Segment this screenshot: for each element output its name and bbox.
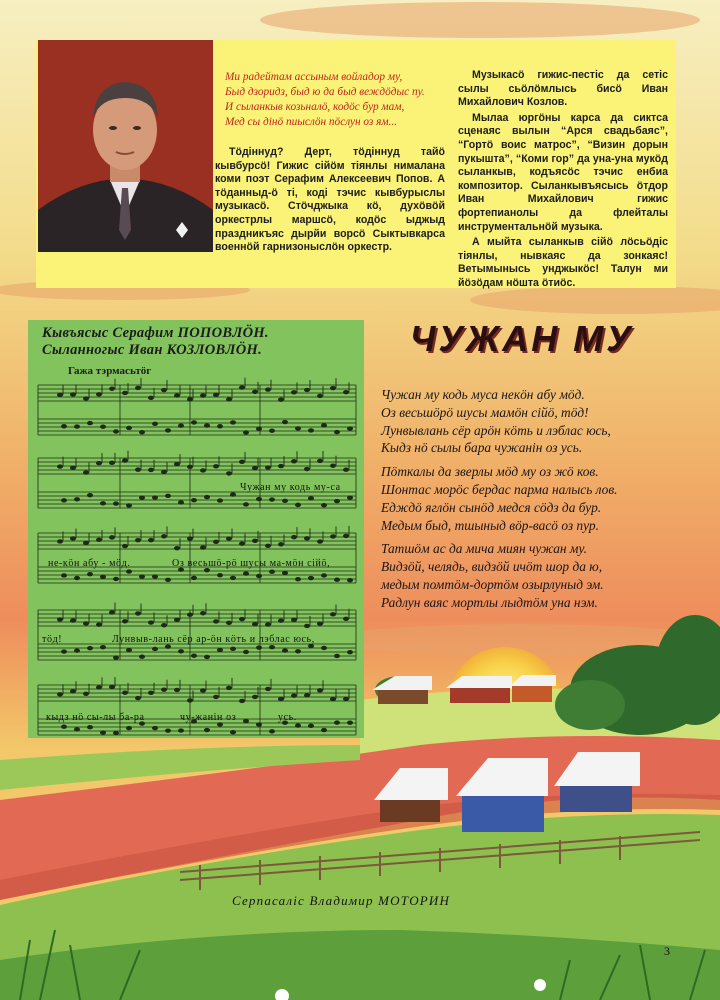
music-lyric: чу-жанін оз <box>180 712 237 723</box>
article-paragraph: А мыйта сыланкыв сійӧ лӧсьӧдіс тіянлы, нывкаяс да зонкаяс! Ветымынысь унджыкӧс! Талун ми йӧзӧдам нӧшта ӧтиӧс. <box>458 236 668 289</box>
poem-stanza <box>381 386 701 457</box>
tempo-marking: Гажа тэрмасьтӧг <box>68 365 152 377</box>
composer-credit: Сыланногыс Иван КОЗЛОВЛӦН. <box>42 342 263 358</box>
music-lyric: усь. <box>278 712 297 723</box>
poem-line: Кыдз нӧ сылы бара чужанін оз усь. <box>381 440 583 456</box>
epigraph-line: Мед сы дінӧ пиыслӧн пӧслун оз ям... <box>225 116 398 128</box>
lyricist-credit: Кывъясыс Серафим ПОПОВЛӦН. <box>42 325 269 341</box>
illustrator-credit: Серпасаліс Владимир МОТОРИН <box>232 893 451 908</box>
poem-line: Пӧткалы да зверлы мӧд му оз жӧ ков. <box>381 464 599 480</box>
epigraph-line: Ми радейтам ассыным войладор му, <box>225 71 403 83</box>
poem-stanza <box>381 540 701 611</box>
music-lyric: Лунвыв-лань сёр ар-ӧн кӧть и лэблас юсь, <box>112 634 315 645</box>
music-lyric: Чужан му кодь му-са <box>240 482 341 493</box>
song-credits <box>42 325 269 359</box>
poem-line: Шонтас морӧс бердас парма налысь лов. <box>381 481 618 497</box>
poem-line: Татшӧм ас да мича миян чужан му. <box>381 541 587 557</box>
music-lyric: тӧд! <box>42 634 63 645</box>
poem-line: Чужан му кодь муса некӧн абу мӧд. <box>381 387 585 402</box>
poem-line: Едждӧ яглӧн сынӧд медся сӧдз да бур. <box>381 499 602 515</box>
poem-line: Радлун ваяс мортлы лыдтӧм уна нэм. <box>381 594 598 610</box>
poem-line: Лунвывлань сёр арӧн кӧть и лэблас юсь, <box>381 422 611 438</box>
page-number: 3 <box>664 944 670 958</box>
poem-stanza <box>381 463 701 534</box>
epigraph-line: Быд дзоридз, быд ю да быд веждӧдыс пу. <box>225 86 425 98</box>
music-lyric: не-кӧн абу - мӧд. <box>48 558 131 569</box>
poem-line: Оз весьшӧрӧ шусы мамӧн сійӧ, тӧд! <box>381 404 589 420</box>
article-paragraph: Мылаа юргӧны карса да сиктса сценаяс вылын “Арся свадьбаяс”, “Гортӧ воис матрос”, “Визин дорын пукышта”, “Коми гор” да уна-уна мукӧд сыланкыв, кодъясӧс тэчис енбиа композитор. Сыланкывъясысь ӧтдор Иван Михайлович гижис фортепианолы да флейталы инструментальнӧй музыка. <box>458 111 668 233</box>
poem-line: Медым быд, тшыныд вӧр-васӧ оз пур. <box>381 517 599 533</box>
music-lyric: Оз весьшӧ-рӧ шусы ма-мӧн сійӧ, <box>172 558 331 569</box>
poem-line: медым помтӧм-дортӧм озырлуныд эм. <box>381 576 604 592</box>
article-paragraph: Музыкасӧ гижис-пестіс да сетіс сылы сьӧлӧмлысь бисӧ Иван Михайлович Козлов. <box>458 69 668 109</box>
epigraph-line: И сыланкыв козьналӧ, кодӧс бур мам, <box>225 101 405 113</box>
music-lyric: кыдз нӧ сы-лы ба-ра <box>46 712 145 723</box>
poem-title: ЧУЖАН МУ <box>410 318 634 359</box>
poem-line: Видзӧй, челядь, видзӧй ичӧт шор да ю, <box>381 559 603 575</box>
poem-text <box>381 386 701 618</box>
article-paragraph: Тӧдіннyд? Дерт, тӧдіннyд тайӧ кывбурсӧ! Гижис сійӧм тіянлы нималана коми поэт Серафим Алексеевич Попов. А тӧданныд-ӧ ті, коді тэчис кывбурыслы музыкасӧ. Стӧчджыка кӧ, духӧвӧй оркестрлы маршсӧ, кодӧс ыджыд праздникъяс дырйи ворсӧ Сыктывкарса военнӧй гарнизоныслӧн оркестр. <box>215 146 445 254</box>
